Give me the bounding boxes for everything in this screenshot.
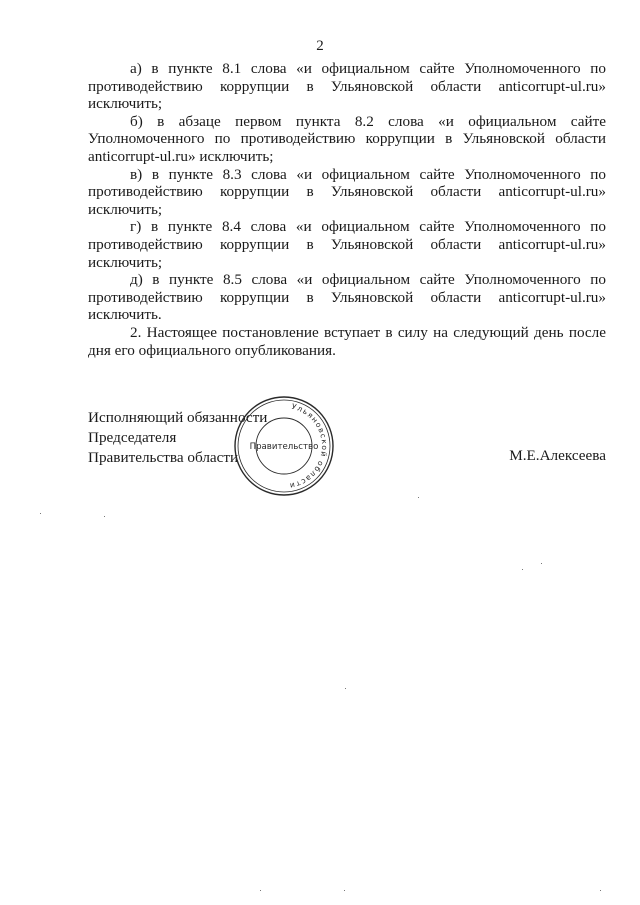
signatory-title-line-3: Правительства области bbox=[88, 449, 239, 466]
signatory-name: М.Е.Алексеева bbox=[509, 447, 606, 464]
scan-speck bbox=[40, 513, 41, 514]
scan-speck bbox=[344, 890, 345, 891]
scan-speck bbox=[104, 516, 105, 517]
official-seal-icon bbox=[232, 394, 336, 498]
signatory-title-line-1: Исполняющий обязанности bbox=[88, 409, 268, 426]
scan-speck bbox=[522, 569, 523, 570]
scan-speck bbox=[418, 497, 419, 498]
paragraph-d: д) в пункте 8.5 слова «и официальном сайте Уполномоченного по противодействию коррупции в Ульяновской области anticorrupt-ul.ru» исключить. bbox=[88, 271, 606, 324]
paragraph-effective-date: 2. Настоящее постановление вступает в силу на следующий день после дня его официального опубликования. bbox=[88, 323, 606, 359]
scan-speck bbox=[600, 890, 601, 891]
scan-speck bbox=[260, 890, 261, 891]
seal-center-text: Правительство bbox=[249, 442, 319, 452]
seal-ring-text: Ульяновской области bbox=[288, 401, 330, 491]
signatory-title-line-2: Председателя bbox=[88, 429, 177, 446]
document-body bbox=[88, 60, 606, 359]
scan-speck bbox=[345, 688, 346, 689]
page-number: 2 bbox=[316, 38, 324, 54]
paragraph-g: г) в пункте 8.4 слова «и официальном сайте Уполномоченного по противодействию коррупции в Ульяновской области anticorrupt-ul.ru» исключить; bbox=[88, 218, 606, 271]
paragraph-b: б) в абзаце первом пункта 8.2 слова «и официальном сайте Уполномоченного по противодействию коррупции в Ульяновской области anticorrupt-ul.ru» исключить; bbox=[88, 112, 606, 165]
paragraph-a: а) в пункте 8.1 слова «и официальном сайте Уполномоченного по противодействию коррупции в Ульяновской области anticorrupt-ul.ru» исключить; bbox=[88, 60, 606, 113]
paragraph-v: в) в пункте 8.3 слова «и официальном сайте Уполномоченного по противодействию коррупции в Ульяновской области anticorrupt-ul.ru» исключить; bbox=[88, 165, 606, 218]
scan-speck bbox=[541, 563, 542, 564]
